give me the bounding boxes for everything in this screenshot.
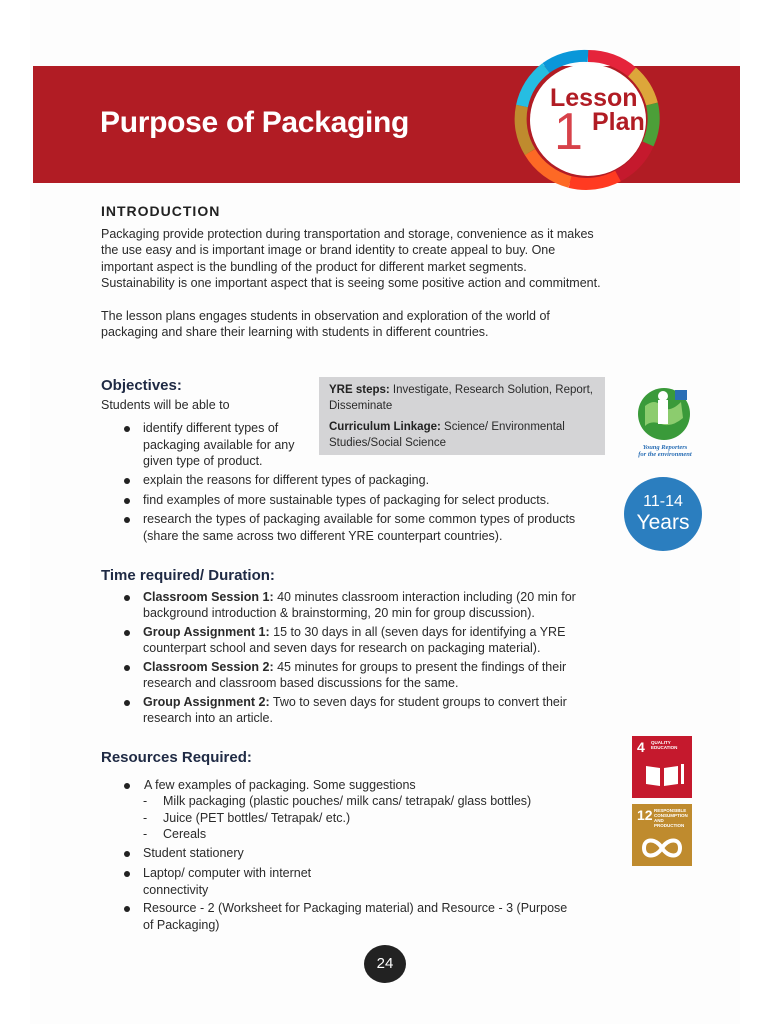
resource-item: Resource - 2 (Worksheet for Packaging material) and Resource - 3 (Purpose of Packaging): [101, 900, 581, 933]
sdg-4-number: 4: [637, 739, 645, 755]
yre-steps: [329, 383, 595, 414]
objectives-heading: Objectives:: [101, 377, 182, 394]
lesson-plan-badge: [506, 44, 670, 194]
yre-info-box: [319, 377, 605, 455]
curriculum-linkage-label: Curriculum Linkage:: [329, 421, 441, 433]
objective-list-short: [101, 420, 301, 470]
introduction-paragraph-1: Packaging provide protection during transportation and storage, convenience as it makes the use easy and is important image or brand identity to create appeal to buy. One important aspect is the bundling of the product for different market segments. Sustainability is one important aspect that is seeing some positive action and commitment.: [101, 226, 601, 290]
sdg-ring-icon: [506, 44, 670, 194]
yre-logo-text: [631, 444, 699, 458]
yre-steps-text: Investigate, Research Solution, Report, Disseminate: [329, 384, 593, 412]
time-item-text: 45 minutes for groups to present the findings of their research and classroom based discussions for the same.: [143, 659, 567, 690]
resources-heading: Resources Required:: [101, 749, 252, 766]
age-range-badge: [624, 477, 702, 551]
time-item: [101, 659, 581, 692]
time-heading: Time required/ Duration:: [101, 567, 275, 584]
sdg-12-tile: [632, 804, 692, 866]
age-unit: Years: [636, 511, 690, 534]
resource-subitem: - Cereals: [101, 826, 581, 843]
age-range: 11-14: [643, 493, 683, 510]
yre-logo: [631, 384, 699, 464]
book-icon: [632, 736, 692, 798]
resource-item-continuation: connectivity: [143, 882, 209, 897]
curriculum-linkage: [329, 420, 595, 451]
infinity-icon: [632, 804, 692, 866]
badge-plan-label: Plan: [592, 108, 645, 136]
introduction-heading: INTRODUCTION: [101, 203, 221, 219]
time-item-text: 15 to 30 days in all (seven days for identifying a YRE counterpart school and seven days for research on packaging material).: [143, 624, 566, 655]
objective-item: explain the reasons for different types of packaging.: [101, 472, 591, 489]
time-item-text: Two to seven days for student groups to convert their research into an article.: [143, 694, 567, 725]
resource-subitem: - Juice (PET bottles/ Tetrapak/ etc.): [101, 810, 581, 827]
time-item-label: Classroom Session 2:: [143, 659, 274, 674]
objective-item: identify different types of packaging available for any given type of product.: [101, 420, 301, 470]
time-item-label: Group Assignment 1:: [143, 624, 270, 639]
time-item-label: Group Assignment 2:: [143, 694, 270, 709]
globe-reporter-icon: [631, 384, 699, 444]
time-item: [101, 624, 581, 657]
yre-steps-label: YRE steps:: [329, 384, 390, 396]
resources-section: [101, 750, 581, 933]
sdg-4-title: QUALITY EDUCATION: [651, 740, 678, 750]
yre-logo-line2: for the environment: [638, 451, 692, 458]
sdg-4-tile: [632, 736, 692, 798]
page-title: Purpose of Packaging: [100, 106, 410, 139]
badge-lesson-label: Lesson: [550, 84, 638, 112]
resource-item: Student stationery: [101, 845, 581, 862]
time-item-label: Classroom Session 1:: [143, 589, 274, 604]
time-item: [101, 589, 581, 622]
objectives-lead: Students will be able to: [101, 397, 230, 412]
resource-subitem: - Milk packaging (plastic pouches/ milk cans/ tetrapak/ glass bottles): [101, 793, 581, 810]
yre-logo-line1: Young Reporters: [642, 444, 688, 451]
sdg-12-number: 12: [637, 807, 653, 823]
curriculum-linkage-text: Science/ Environmental Studies/Social Science: [329, 421, 565, 449]
objective-item: find examples of more sustainable types of packaging for select products.: [101, 492, 591, 509]
resource-item: A few examples of packaging. Some suggestions: [101, 777, 581, 794]
introduction-paragraph-2: The lesson plans engages students in observation and exploration of the world of packaging and share their learning with students in different countries.: [101, 308, 550, 339]
introduction-section: [101, 203, 601, 341]
sdg-12-title: RESPONSIBLE CONSUMPTION AND PRODUCTION: [654, 808, 688, 828]
objectives-section: [101, 378, 291, 413]
time-section: [101, 568, 581, 727]
objective-item: research the types of packaging available for some common types of products (share the same across two different YRE counterpart countries).: [101, 511, 591, 544]
badge-number: 1: [554, 103, 583, 161]
time-item-text: 40 minutes classroom interaction including (20 min for background introduction & brainstorming, 20 min for group discussion).: [143, 589, 576, 620]
objective-list: [101, 472, 591, 544]
page-number: 24: [364, 945, 406, 983]
resource-item: Laptop/ computer with internet: [101, 865, 581, 882]
time-item: [101, 694, 581, 727]
